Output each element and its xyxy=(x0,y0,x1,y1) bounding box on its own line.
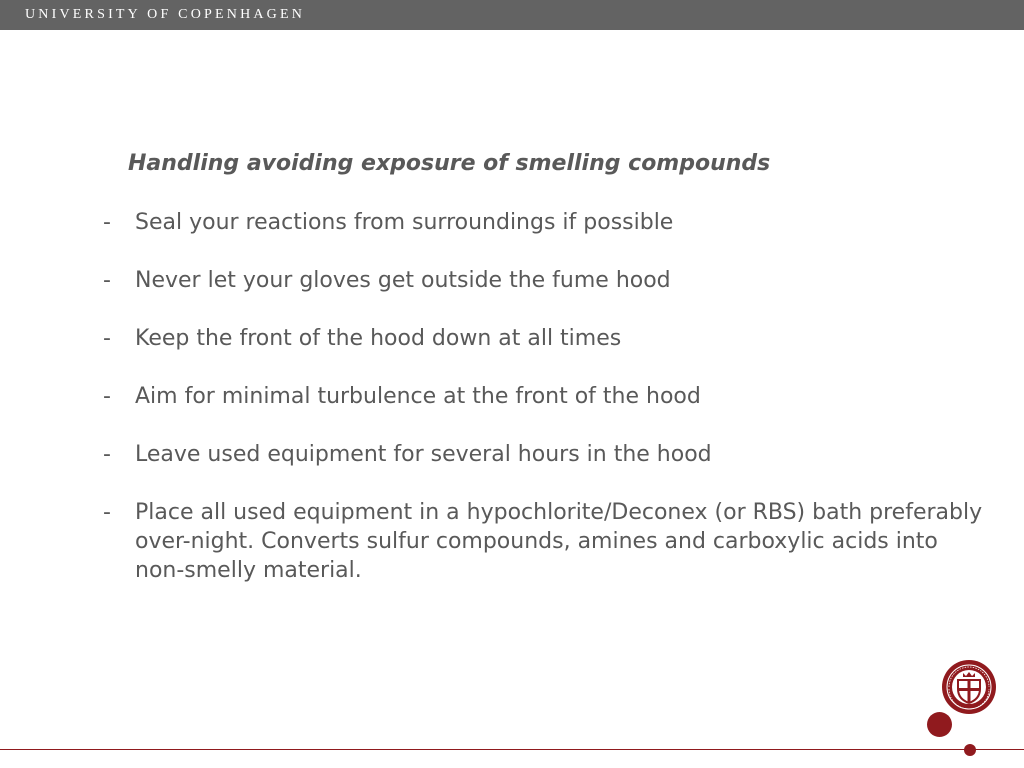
footer-dot-small xyxy=(964,744,976,756)
bullet-text: Never let your gloves get outside the fume hood xyxy=(135,268,671,293)
bullet-marker: - xyxy=(103,384,111,409)
slide-title: Handling avoiding exposure of smelling compounds xyxy=(128,151,771,176)
list-item xyxy=(103,266,983,295)
header-bar xyxy=(0,0,1024,30)
list-item xyxy=(103,324,983,353)
bullet-text: Seal your reactions from surroundings if possible xyxy=(135,210,674,235)
bullet-marker: - xyxy=(103,210,111,235)
footer-line xyxy=(0,749,1024,750)
list-item xyxy=(103,440,983,469)
list-item xyxy=(103,208,983,237)
list-item xyxy=(103,382,983,411)
footer-dot-large xyxy=(927,712,952,737)
bullet-text: Leave used equipment for several hours in the hood xyxy=(135,442,712,467)
bullet-marker: - xyxy=(103,326,111,351)
bullet-marker: - xyxy=(103,442,111,467)
university-seal-icon xyxy=(941,659,997,715)
bullet-text: Keep the front of the hood down at all times xyxy=(135,326,622,351)
list-item xyxy=(103,498,983,585)
bullet-marker: - xyxy=(103,268,111,293)
bullet-marker: - xyxy=(103,500,111,525)
bullet-text: Aim for minimal turbulence at the front of the hood xyxy=(135,384,701,409)
university-name: UNIVERSITY OF COPENHAGEN xyxy=(25,7,306,22)
bullet-text: Place all used equipment in a hypochlorite/Deconex (or RBS) bath preferably over-night. Converts sulfur compounds, amines and carboxylic acids into non-smelly material. xyxy=(135,500,983,583)
